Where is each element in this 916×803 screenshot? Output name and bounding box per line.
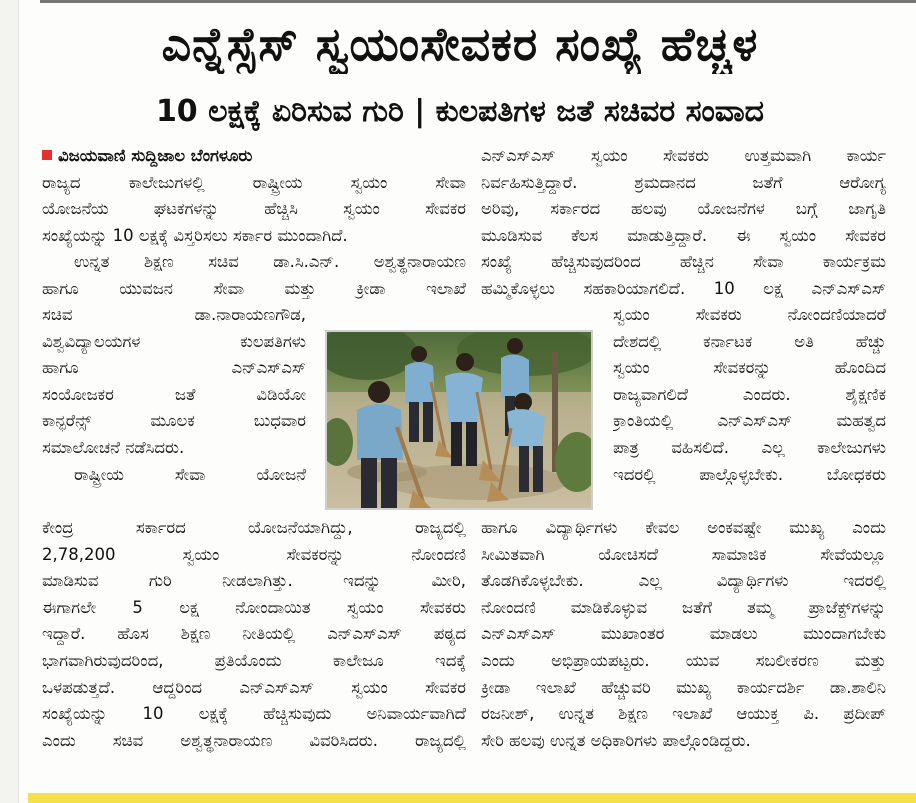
article-line: ಕ್ರಾಂತಿಯಲ್ಲಿ ಎನ್‌ಎಸ್‌ಎಸ್ ಮಹತ್ವದ xyxy=(613,411,886,431)
article-line: ಎಂದು ಅಭಿಪ್ರಾಯಪಟ್ಟರು. ಯುವ ಸಬಲೀಕರಣ ಮತ್ತು xyxy=(481,650,886,670)
article-line: ಎಂದು ಸಚಿವ ಅಶ್ವತ್ಥನಾರಾಯಣ ವಿವರಿಸಿದರು. ರಾಜ್ಯದಲ್ಲಿ xyxy=(42,730,466,750)
left-column-lower xyxy=(42,515,466,754)
article-line: ಮೂಡಿಸುವ ಕೆಲಸ ಮಾಡುತ್ತಿದ್ದಾರೆ. ಈ ಸ್ವಯಂ ಸೇವಕರ xyxy=(481,225,886,245)
article-line: ಸಂಖ್ಯೆ ಹೆಚ್ಚಿಸುವುದರಿಂದ ಹೆಚ್ಚಿನ ಸೇವಾ ಕಾರ್ಯಕ್ರಮ xyxy=(481,252,886,272)
byline xyxy=(42,143,466,170)
article-line: ಎನ್‌ಎಸ್‌ಎಸ್ ಮುಖಾಂತರ ಮಾಡಲು ಮುಂದಾಗಬೇಕು xyxy=(481,624,886,644)
bottom-color-band xyxy=(28,793,916,803)
article-line: ಹಮ್ಮಿಕೊಳ್ಳಲು ಸಹಕಾರಿಯಾಗಲಿದೆ. 10 ಲಕ್ಷ ಎನ್‌ಎಸ್‌ಎಸ್ xyxy=(481,278,886,298)
article-line: ರಜನೀಶ್, ಉನ್ನತ ಶಿಕ್ಷಣ ಇಲಾಖೆ ಆಯುಕ್ತ ಪಿ. ಪ್ರದೀಪ್ xyxy=(481,704,886,724)
article-line: ಸಚಿವ ಡಾ.ನಾರಾಯಣಗೌಡ, xyxy=(42,305,306,324)
article-line: ತೊಡಗಿಕೊಳ್ಳಬೇಕು. ಎಲ್ಲ ವಿದ್ಯಾರ್ಥಿಗಳು ಇದರಲ್ಲಿ xyxy=(481,571,886,591)
article-line: ಹಾಗೂ ಯುವಜನ ಸೇವಾ ಮತ್ತು ಕ್ರೀಡಾ ಇಲಾಖೆ xyxy=(42,278,466,298)
top-rule xyxy=(40,0,916,3)
right-column-lower xyxy=(481,515,886,754)
article-line: ಪಾತ್ರ ವಹಿಸಲಿದೆ. ಎಲ್ಲ ಕಾಲೇಜುಗಳು xyxy=(613,437,886,457)
article-line: ಸಂಖ್ಯೆಯನ್ನು 10 ಲಕ್ಷಕ್ಕೆ ಹೆಚ್ಚಿಸುವುದು ಅನಿವಾರ್ಯವಾಗಿದೆ xyxy=(42,704,466,724)
article-line: ಒಳಪಡುತ್ತದೆ. ಆದ್ದರಿಂದ ಎನ್‌ಎಸ್‌ಎಸ್ ಸ್ವಯಂ ಸೇವಕರ xyxy=(42,677,466,697)
article-line: ಸೇರಿ ಹಲವು ಉನ್ನತ ಅಧಿಕಾರಿಗಳು ಪಾಲ್ಗೊಂಡಿದ್ದರು. xyxy=(481,730,751,750)
article-line: ಈಗಾಗಲೇ 5 ಲಕ್ಷ ನೋಂದಾಯಿತ ಸ್ವಯಂ ಸೇವಕರು xyxy=(42,597,466,617)
right-column-upper xyxy=(481,143,886,303)
left-column-wrap xyxy=(42,302,306,488)
article-line: ದೇಶದಲ್ಲಿ ಕರ್ನಾಟಕ ಅತಿ ಹೆಚ್ಚು xyxy=(613,331,886,351)
article-line: ರಾಜ್ಯದ ಕಾಲೇಜುಗಳಲ್ಲಿ ರಾಷ್ಟ್ರೀಯ ಸ್ವಯಂ ಸೇವಾ xyxy=(42,172,466,192)
article-line: ಕ್ರೀಡಾ ಇಲಾಖೆ ಹೆಚ್ಚುವರಿ ಮುಖ್ಯ ಕಾರ್ಯದರ್ಶಿ ಡಾ.ಶಾಲಿನಿ xyxy=(481,677,886,697)
article-line: ಮಾಡಿಸುವ ಗುರಿ ನೀಡಲಾಗಿತ್ತು. ಇದನ್ನು ಮೀರಿ, xyxy=(42,571,466,591)
article-line: ಎನ್‌ಎಸ್‌ಎಸ್ ಸ್ವಯಂ ಸೇವಕರು ಉತ್ತಮವಾಗಿ ಕಾರ್ಯ xyxy=(481,146,886,165)
right-column-wrap xyxy=(613,302,886,488)
article-line: ನಿರ್ವಹಿಸುತ್ತಿದ್ದಾರೆ. ಶ್ರಮದಾನದ ಜತೆಗೆ ಆರೋಗ್ಯ xyxy=(481,172,886,192)
subheadline: 10 ಲಕ್ಷಕ್ಕೆ ಏರಿಸುವ ಗುರಿ | ಕುಲಪತಿಗಳ ಜತೆ ಸಚಿವರ ಸಂವಾದ xyxy=(155,94,765,129)
page-margin-strip xyxy=(0,0,19,803)
article-line: ಸ್ವಯಂ ಸೇವಕರು ನೋಂದಣಿಯಾದರೆ xyxy=(613,305,886,324)
article-line: ಸಂಖ್ಯೆಯನ್ನು 10 ಲಕ್ಷಕ್ಕೆ ವಿಸ್ತರಿಸಲು ಸರ್ಕಾರ ಮುಂದಾಗಿದೆ. xyxy=(42,225,348,245)
article-line: ಇದ್ದಾರೆ. ಹೊಸ ಶಿಕ್ಷಣ ನೀತಿಯಲ್ಲಿ ಎನ್‌ಎಸ್‌ಎಸ್ ಪಠ್ಯದ xyxy=(42,624,466,644)
article-line: ಸಮಾಲೋಚನೆ ನಡೆಸಿದರು. xyxy=(42,437,185,457)
article-line: ಹಾಗೂ ಎನ್‌ಎಸ್‌ಎಸ್ xyxy=(42,358,306,378)
article-line: ನೋಂದಣಿ ಮಾಡಿಕೊಳ್ಳುವ ಜತೆಗೆ ತಮ್ಮ ಪ್ರಾಜೆಕ್ಟ್‌ಗಳನ್ನು xyxy=(481,597,886,617)
article-line: ಇದರಲ್ಲಿ ಪಾಲ್ಗೊಳ್ಳಬೇಕು. ಬೋಧಕರು xyxy=(613,464,886,484)
article-line: 2,78,200 ಸ್ವಯಂ ಸೇವಕರನ್ನು ನೋಂದಣಿ xyxy=(42,544,466,564)
article-line: ಕಾನ್ಫರೆನ್ಸ್ ಮೂಲಕ ಬುಧವಾರ xyxy=(42,411,306,431)
article-line: ರಾಜ್ಯವಾಗಲಿದೆ ಎಂದರು. ಶೈಕ್ಷಣಿಕ xyxy=(613,384,886,404)
article-line: ರಾಷ್ಟ್ರೀಯ ಸೇವಾ ಯೋಜನೆ xyxy=(74,464,306,484)
article-line: ಸ್ವಯಂ ಸೇವಕರನ್ನು ಹೊಂದಿದ xyxy=(613,358,886,378)
article-line: ಕೇಂದ್ರ ಸರ್ಕಾರದ ಯೋಜನೆಯಾಗಿದ್ದು, ರಾಜ್ಯದಲ್ಲಿ xyxy=(42,518,466,537)
article-line: ಉನ್ನತ ಶಿಕ್ಷಣ ಸಚಿವ ಡಾ.ಸಿ.ಎನ್. ಅಶ್ವತ್ಥನಾರಾಯಣ xyxy=(74,252,466,272)
byline-text: ವಿಜಯವಾಣಿ ಸುದ್ದಿಜಾಲ ಬೆಂಗಳೂರು xyxy=(58,146,253,165)
article-line: ಯೋಜನೆಯ ಘಟಕಗಳನ್ನು ಹೆಚ್ಚಿಸಿ ಸ್ವಯಂ ಸೇವಕರ xyxy=(42,199,466,219)
article-line: ಭಾಗವಾಗಿರುವುದರಿಂದ, ಪ್ರತಿಯೊಂದು ಕಾಲೇಜೂ ಇದಕ್ಕೆ xyxy=(42,650,466,670)
article-line: ಸೀಮಿತವಾಗಿ ಯೋಚಿಸದೆ ಸಾಮಾಜಿಕ ಸೇವೆಯಲ್ಲೂ xyxy=(481,544,886,564)
article-line: ಹಾಗೂ ವಿದ್ಯಾರ್ಥಿಗಳು ಕೇವಲ ಅಂಕವಷ್ಟೇ ಮುಖ್ಯ ಎಂದು xyxy=(481,518,886,537)
article-line: ವಿಶ್ವವಿದ್ಯಾಲಯಗಳ ಕುಲಪತಿಗಳು xyxy=(42,331,306,351)
article-line: ಸಂಯೋಜಕರ ಜತೆ ವಿಡಿಯೋ xyxy=(42,384,306,404)
byline-marker-icon xyxy=(42,150,52,160)
left-column-upper xyxy=(42,143,466,303)
article-line: ಅರಿವು, ಸರ್ಕಾರದ ಹಲವು ಯೋಜನೆಗಳ ಬಗ್ಗೆ ಜಾಗೃತಿ xyxy=(481,199,886,219)
news-photo-volunteers-sweeping xyxy=(325,330,593,510)
headline: ಎನ್ನೆಸ್ಸೆಸ್ ಸ್ವಯಂಸೇವಕರ ಸಂಖ್ಯೆ ಹೆಚ್ಚಳ xyxy=(161,17,759,71)
